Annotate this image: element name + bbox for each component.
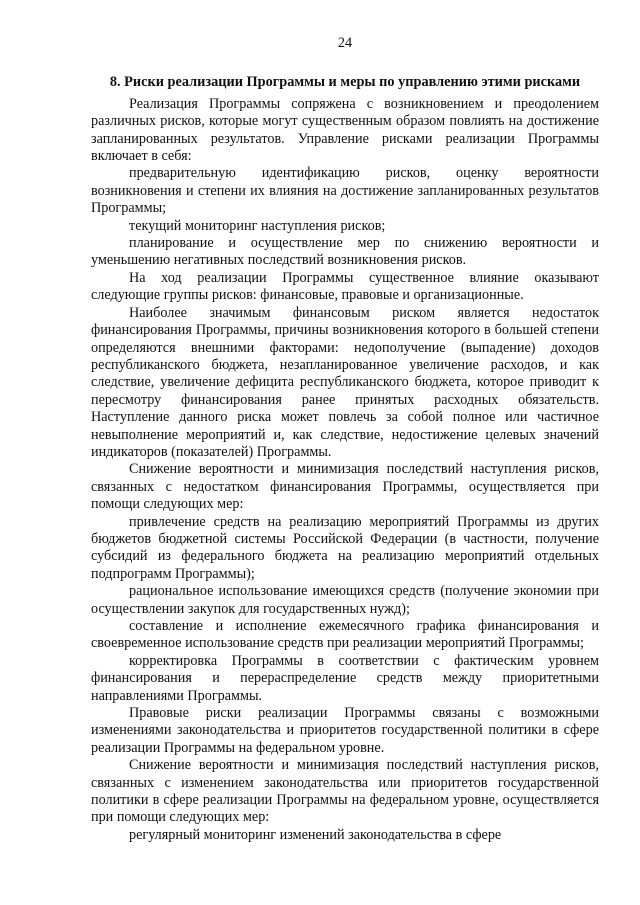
paragraph: рациональное использование имеющихся средств (получение экономии при осуществлении закупок для государственных нужд); bbox=[91, 583, 599, 617]
paragraph: корректировка Программы в соответствии с фактическим уровнем финансирования и перераспределение средств между приоритетными направлениями Программы. bbox=[91, 652, 599, 704]
paragraph: предварительную идентификацию рисков, оценку вероятности возникновения и степени их влияния на достижение запланированных результатов Программы; bbox=[91, 165, 599, 217]
paragraph: Реализация Программы сопряжена с возникновением и преодолением различных рисков, которые могут существенным образом повлиять на достижение запланированных результатов. Управление рисками реализации Программы включает в себя: bbox=[91, 95, 599, 165]
paragraph: текущий мониторинг наступления рисков; bbox=[129, 217, 386, 234]
paragraph: составление и исполнение ежемесячного графика финансирования и своевременное использование средств при реализации мероприятий Программы; bbox=[91, 618, 599, 652]
paragraph: Наиболее значимым финансовым риском является недостаток финансирования Программы, причины возникновения которого в большей степени определяются внешними факторами: недополучение (выпадение) доходов республиканского бюджета, незапланированное увеличение расходов, и как следствие, увеличение дефицита республиканского бюджета, которое приводит к пересмотру финансирования ранее принятых расходных обязательств. Наступление данного риска может повлечь за собой полное или частичное невыполнение мероприятий и, как следствие, недостижение целевых значений индикаторов (показателей) Программы. bbox=[91, 304, 599, 460]
document-page bbox=[91, 35, 599, 844]
paragraph: планирование и осуществление мер по снижению вероятности и уменьшению негативных последствий возникновения рисков. bbox=[91, 235, 599, 269]
paragraph: Снижение вероятности и минимизация последствий наступления рисков, связанных с недостатком финансирования Программы, осуществляется при помощи следующих мер: bbox=[91, 461, 599, 513]
paragraph: На ход реализации Программы существенное влияние оказывают следующие группы рисков: финансовые, правовые и организационные. bbox=[91, 269, 599, 304]
paragraph: регулярный мониторинг изменений законодательства в сфере bbox=[129, 826, 502, 843]
page-number: 24 bbox=[337, 35, 353, 51]
paragraph: Снижение вероятности и минимизация последствий наступления рисков, связанных с изменением законодательства или приоритетов государственной политики в сфере реализации Программы на федеральном уровне, осуществляется при помощи следующих мер: bbox=[91, 757, 599, 826]
section-title: 8. Риски реализации Программы и меры по управлению этими рисками bbox=[109, 74, 581, 91]
document-body bbox=[91, 96, 599, 844]
paragraph: Правовые риски реализации Программы связаны с возможными изменениями законодательства и приоритетов государственной политики в сфере реализации Программы на федеральном уровне. bbox=[91, 705, 599, 756]
paragraph: привлечение средств на реализацию мероприятий Программы из других бюджетов бюджетной системы Российской Федерации (в частности, получение субсидий из федерального бюджета на реализацию мероприятий отдельных подпрограмм Программы); bbox=[91, 513, 599, 582]
